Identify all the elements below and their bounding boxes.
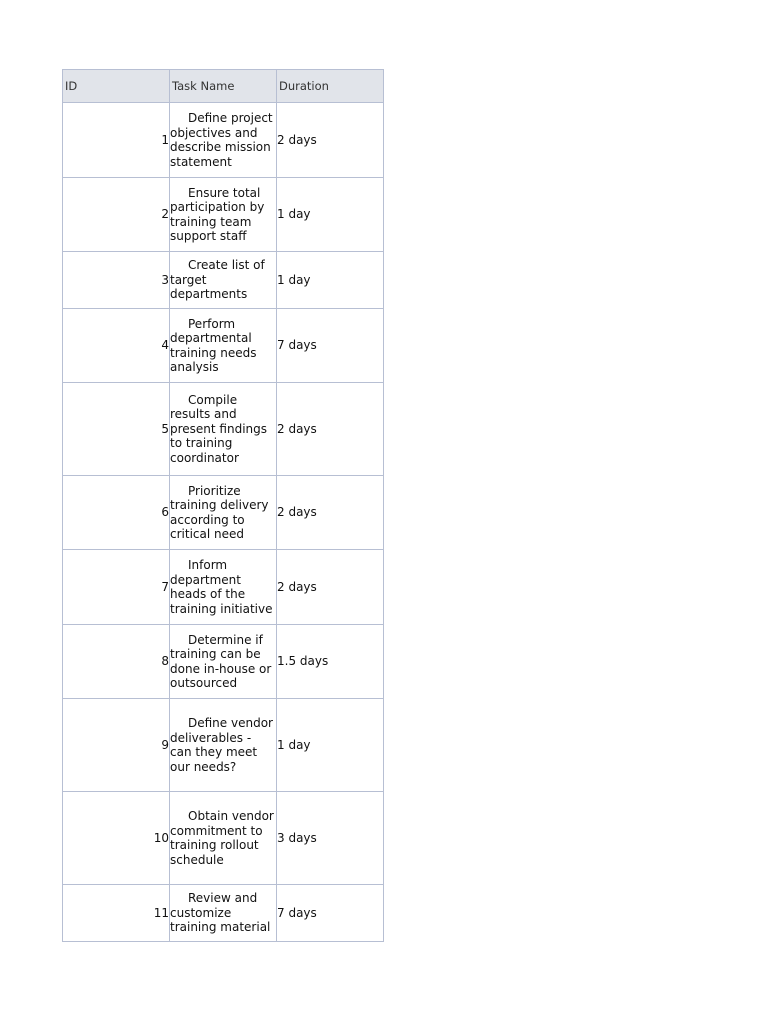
task-name-cell [170,103,277,178]
task-name-cell [170,550,277,625]
task-table-header [63,70,384,103]
task-name-text: Compile results and present findings to training coordinator [170,392,268,465]
task-id-cell: 3 [63,252,170,309]
task-name-text: Prioritize training delivery according to critical need [170,483,269,541]
task-name-text: Define project objectives and describe mission statement [170,111,273,169]
task-duration-cell: 2 days [277,476,384,550]
task-duration-cell: 2 days [277,383,384,476]
task-id-cell: 11 [63,885,170,942]
table-row [63,625,384,699]
table-row [63,476,384,550]
table-row [63,383,384,476]
task-duration-cell: 1 day [277,252,384,309]
task-duration-cell: 1 day [277,699,384,792]
task-duration-cell: 7 days [277,309,384,383]
header-row [63,70,384,103]
task-duration-cell: 1.5 days [277,625,384,699]
table-row [63,178,384,252]
table-row [63,885,384,942]
task-id-cell: 6 [63,476,170,550]
task-name-cell [170,252,277,309]
task-id-cell: 9 [63,699,170,792]
task-duration-cell: 2 days [277,103,384,178]
task-name-text: Perform departmental training needs analysis [170,316,257,374]
task-id-cell: 1 [63,103,170,178]
task-name-cell [170,178,277,252]
task-id-cell: 8 [63,625,170,699]
task-id-cell: 7 [63,550,170,625]
task-name-text: Obtain vendor commitment to training rollout schedule [170,809,274,867]
task-id-cell: 2 [63,178,170,252]
task-name-text: Ensure total participation by training team support staff [170,185,265,243]
task-table-body [63,103,384,942]
task-name-cell [170,309,277,383]
task-id-cell: 4 [63,309,170,383]
table-row [63,550,384,625]
task-name-text: Determine if training can be done in-house or outsourced [170,632,272,690]
task-duration-cell: 1 day [277,178,384,252]
task-name-text: Create list of target departments [170,258,265,302]
task-name-cell [170,792,277,885]
column-header-id: ID [63,70,170,103]
column-header-task-name: Task Name [170,70,277,103]
task-id-cell: 10 [63,792,170,885]
table-row [63,103,384,178]
column-header-duration: Duration [277,70,384,103]
table-row [63,699,384,792]
table-row [63,252,384,309]
task-duration-cell: 7 days [277,885,384,942]
task-table [62,69,384,942]
task-name-cell [170,383,277,476]
task-name-text: Inform department heads of the training initiative [170,558,273,616]
task-id-cell: 5 [63,383,170,476]
table-row [63,309,384,383]
task-name-text: Define vendor deliverables - can they meet our needs? [170,716,273,774]
task-name-cell [170,625,277,699]
task-name-cell [170,885,277,942]
task-name-cell [170,476,277,550]
task-duration-cell: 2 days [277,550,384,625]
task-name-text: Review and customize training material [170,891,271,935]
task-name-cell [170,699,277,792]
task-duration-cell: 3 days [277,792,384,885]
table-row [63,792,384,885]
